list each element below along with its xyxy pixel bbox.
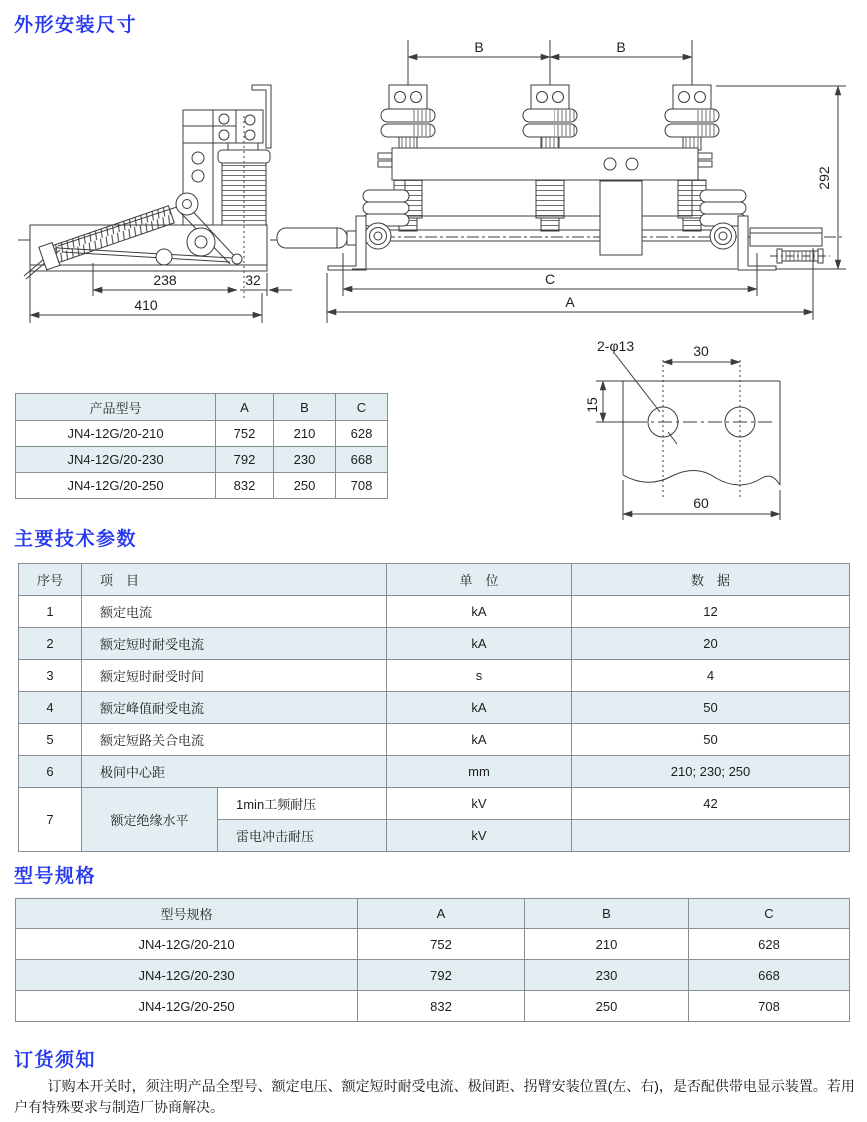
cell: 额定绝缘水平 xyxy=(82,788,218,852)
cell: 752 xyxy=(358,929,525,960)
dim-label-32: 32 xyxy=(245,272,261,288)
cell: 832 xyxy=(216,473,274,499)
dimension-table xyxy=(15,393,388,499)
table-row xyxy=(19,724,850,756)
table-header-row xyxy=(19,564,850,596)
col-header-model: 产品型号 xyxy=(16,394,216,421)
cell: 4 xyxy=(19,692,82,724)
col-header-c: C xyxy=(689,899,850,929)
col-header-b: B xyxy=(274,394,336,421)
table-row xyxy=(16,421,388,447)
cell: JN4-12G/20-210 xyxy=(16,421,216,447)
cell: kV xyxy=(387,820,572,852)
cell: JN4-12G/20-250 xyxy=(16,473,216,499)
section-title-model-specs: 型号规格 xyxy=(14,866,97,887)
cell: 230 xyxy=(525,960,689,991)
cell: 792 xyxy=(358,960,525,991)
cell: JN4-12G/20-210 xyxy=(16,929,358,960)
cell: 20 xyxy=(572,628,850,660)
col-header-a: A xyxy=(358,899,525,929)
cell: 2 xyxy=(19,628,82,660)
cell: 230 xyxy=(274,447,336,473)
table-row xyxy=(19,756,850,788)
operating-handle xyxy=(277,228,356,248)
table-header-row xyxy=(16,899,850,929)
break-line xyxy=(623,470,780,485)
dim-15 xyxy=(596,381,640,422)
drive-shaft xyxy=(365,230,735,241)
cell: 628 xyxy=(689,929,850,960)
cell: 7 xyxy=(19,788,82,852)
parameters-table xyxy=(18,563,850,852)
cell: 1min工频耐压 xyxy=(218,788,387,820)
detail-view xyxy=(596,354,780,520)
cell: 708 xyxy=(336,473,388,499)
col-header-b: B xyxy=(525,899,689,929)
rotary-drum-left xyxy=(363,190,409,249)
col-header-a: A xyxy=(216,394,274,421)
cell: 210; 230; 250 xyxy=(572,756,850,788)
table-row xyxy=(16,960,850,991)
cell: kV xyxy=(387,788,572,820)
cell: kA xyxy=(387,628,572,660)
cell: 210 xyxy=(525,929,689,960)
cell: JN4-12G/20-230 xyxy=(16,960,358,991)
cell: 3 xyxy=(19,660,82,692)
col-header-item: 项 目 xyxy=(82,564,387,596)
section-title-outline-dimensions: 外形安装尺寸 xyxy=(14,15,138,36)
table-row xyxy=(19,660,850,692)
model-spec-table xyxy=(15,898,850,1022)
table-row xyxy=(19,628,850,660)
cell: 额定电流 xyxy=(82,596,387,628)
cell: 250 xyxy=(525,991,689,1022)
cell: 250 xyxy=(274,473,336,499)
table-row xyxy=(19,692,850,724)
cell: 668 xyxy=(336,447,388,473)
dim-label-292: 292 xyxy=(816,166,832,190)
dim-label-30: 30 xyxy=(693,343,709,359)
front-view xyxy=(277,40,846,323)
cell: 额定短时耐受电流 xyxy=(82,628,387,660)
cell: 752 xyxy=(216,421,274,447)
cell: 628 xyxy=(336,421,388,447)
cell: 4 xyxy=(572,660,850,692)
pole-2 xyxy=(523,40,577,231)
col-header-unit: 单 位 xyxy=(387,564,572,596)
dim-label-238: 238 xyxy=(153,272,177,288)
cell: 832 xyxy=(358,991,525,1022)
cell: 5 xyxy=(19,724,82,756)
table-row xyxy=(16,929,850,960)
hole-callout-label: 2-φ13 xyxy=(597,338,635,354)
cell: mm xyxy=(387,756,572,788)
cell: kA xyxy=(387,596,572,628)
cell: kA xyxy=(387,692,572,724)
cell: s xyxy=(387,660,572,692)
cell: 雷电冲击耐压 xyxy=(218,820,387,852)
detail-plate xyxy=(623,381,780,485)
cell: 210 xyxy=(274,421,336,447)
dim-label-60: 60 xyxy=(693,495,709,511)
cell xyxy=(572,820,850,852)
cell: 1 xyxy=(19,596,82,628)
col-header-model: 型号规格 xyxy=(16,899,358,929)
dim-label-a: A xyxy=(565,294,575,310)
cell: 708 xyxy=(689,991,850,1022)
col-header-data: 数 据 xyxy=(572,564,850,596)
table-row xyxy=(16,991,850,1022)
dim-label-b-right: B xyxy=(616,39,626,55)
cell: 额定峰值耐受电流 xyxy=(82,692,387,724)
cell: 6 xyxy=(19,756,82,788)
cell: 42 xyxy=(572,788,850,820)
cell: 额定短路关合电流 xyxy=(82,724,387,756)
table-header-row xyxy=(16,394,388,421)
cell: kA xyxy=(387,724,572,756)
cell: 50 xyxy=(572,692,850,724)
leader-line xyxy=(615,354,660,412)
col-header-no: 序号 xyxy=(19,564,82,596)
right-extension xyxy=(750,228,830,263)
cell: 12 xyxy=(572,596,850,628)
cell: 50 xyxy=(572,724,850,756)
table-row xyxy=(19,596,850,628)
table-row xyxy=(16,473,388,499)
cell: 792 xyxy=(216,447,274,473)
dim-label-15: 15 xyxy=(584,397,600,413)
table-row xyxy=(19,788,850,820)
cell: 极间中心距 xyxy=(82,756,387,788)
cell: 额定短时耐受时间 xyxy=(82,660,387,692)
dim-label-c: C xyxy=(544,271,556,287)
center-housing xyxy=(600,181,642,255)
section-title-main-parameters: 主要技术参数 xyxy=(14,529,138,550)
section-title-ordering: 订货须知 xyxy=(14,1050,97,1071)
cell: JN4-12G/20-230 xyxy=(16,447,216,473)
dim-label-b-left: B xyxy=(474,39,484,55)
col-header-c: C xyxy=(336,394,388,421)
cell: JN4-12G/20-250 xyxy=(16,991,358,1022)
ordering-instructions: 订购本开关时，须注明产品全型号、额定电压、额定短时耐受电流、极间距、拐臂安装位置(左、右)，是否配供带电显示装置。若用户有特殊要求与制造厂协商解决。 xyxy=(14,1078,855,1115)
dim-label-410: 410 xyxy=(134,297,158,313)
table-row xyxy=(16,447,388,473)
cell: 668 xyxy=(689,960,850,991)
